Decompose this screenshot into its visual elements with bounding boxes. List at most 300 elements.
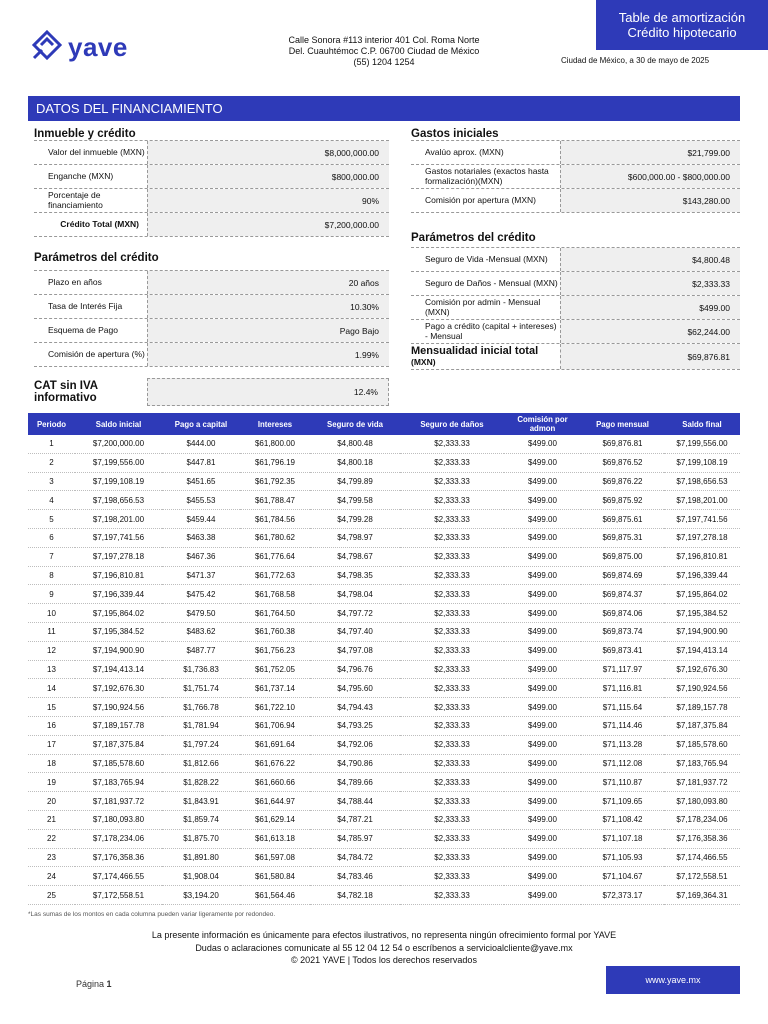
table-cell: $7,195,864.02 <box>75 604 162 623</box>
table-cell: $61,772.63 <box>240 566 310 585</box>
table-cell: 5 <box>28 510 75 529</box>
table-cell: $1,812.66 <box>162 754 240 773</box>
table-cell: $2,333.33 <box>400 848 504 867</box>
cat-label: CAT sin IVA informativo <box>34 380 98 404</box>
table-cell: $7,198,201.00 <box>664 491 740 510</box>
parametros-left-title: Parámetros del crédito <box>34 252 159 264</box>
table-cell: $71,115.64 <box>581 698 664 717</box>
table-cell: $2,333.33 <box>400 886 504 905</box>
mensualidad-total-unit: (MXN) <box>411 356 436 367</box>
table-cell: $7,197,741.56 <box>75 528 162 547</box>
table-cell: $2,333.33 <box>400 698 504 717</box>
table-cell: $61,676.22 <box>240 754 310 773</box>
table-cell: $7,174,466.55 <box>75 867 162 886</box>
table-cell: $61,792.35 <box>240 472 310 491</box>
table-cell: $71,108.42 <box>581 810 664 829</box>
table-cell: $69,875.31 <box>581 528 664 547</box>
table-cell: $71,114.46 <box>581 716 664 735</box>
table-cell: $2,333.33 <box>400 510 504 529</box>
gasto-row: Comisión por apertura (MXN) $143,280.00 <box>411 189 740 213</box>
table-cell: $61,613.18 <box>240 829 310 848</box>
table-cell: $7,185,578.60 <box>75 754 162 773</box>
table-cell: $479.50 <box>162 604 240 623</box>
inmueble-row: Crédito Total (MXN) $7,200,000.00 <box>34 213 389 237</box>
table-cell: $7,199,108.19 <box>75 472 162 491</box>
mensualidad-total-row <box>411 344 740 370</box>
table-cell: $2,333.33 <box>400 679 504 698</box>
parametros-right-title: Parámetros del crédito <box>411 232 536 244</box>
table-cell: $1,875.70 <box>162 829 240 848</box>
table-cell: 9 <box>28 585 75 604</box>
table-cell: $69,876.22 <box>581 472 664 491</box>
table-cell: $444.00 <box>162 435 240 453</box>
table-cell: $499.00 <box>504 622 581 641</box>
table-cell: $7,169,364.31 <box>664 886 740 905</box>
amortization-table <box>28 413 740 905</box>
table-cell: $7,187,375.84 <box>75 735 162 754</box>
table-cell: $499.00 <box>504 472 581 491</box>
brand-name: yave <box>68 32 128 62</box>
table-row <box>28 453 740 472</box>
table-row <box>28 660 740 679</box>
page-label: Página <box>76 979 105 989</box>
table-row <box>28 679 740 698</box>
table-cell: $71,109.65 <box>581 792 664 811</box>
table-cell: $4,796.76 <box>310 660 400 679</box>
table-cell: 8 <box>28 566 75 585</box>
table-row <box>28 773 740 792</box>
table-cell: $4,784.72 <box>310 848 400 867</box>
table-cell: $1,766.78 <box>162 698 240 717</box>
table-cell: $7,176,358.36 <box>75 848 162 867</box>
table-cell: $7,199,556.00 <box>75 453 162 472</box>
table-cell: $2,333.33 <box>400 829 504 848</box>
column-header: Intereses <box>240 413 310 435</box>
table-cell: $7,181,937.72 <box>75 792 162 811</box>
table-cell: $459.44 <box>162 510 240 529</box>
table-cell: $4,787.21 <box>310 810 400 829</box>
table-cell: $7,196,339.44 <box>75 585 162 604</box>
table-cell: $61,629.14 <box>240 810 310 829</box>
table-cell: $7,185,578.60 <box>664 735 740 754</box>
table-cell: $7,183,765.94 <box>75 773 162 792</box>
table-cell: $471.37 <box>162 566 240 585</box>
column-header: Periodo <box>28 413 75 435</box>
table-cell: $2,333.33 <box>400 735 504 754</box>
table-cell: $69,873.74 <box>581 622 664 641</box>
table-cell: $499.00 <box>504 641 581 660</box>
table-cell: $61,580.84 <box>240 867 310 886</box>
cat-row <box>34 378 389 406</box>
table-cell: 4 <box>28 491 75 510</box>
table-cell: $61,752.05 <box>240 660 310 679</box>
copyright: © 2021 YAVE | Todos los derechos reservados <box>291 955 477 965</box>
table-cell: $455.53 <box>162 491 240 510</box>
parametros-left-table <box>34 270 389 367</box>
parametro-row: Seguro de Daños - Mensual (MXN) $2,333.33 <box>411 272 740 296</box>
inmueble-row: Valor del inmueble (MXN) $8,000,000.00 <box>34 140 389 165</box>
table-cell: $4,799.28 <box>310 510 400 529</box>
table-cell: $72,373.17 <box>581 886 664 905</box>
table-cell: $7,178,234.06 <box>75 829 162 848</box>
table-cell: $4,797.08 <box>310 641 400 660</box>
table-row <box>28 735 740 754</box>
table-cell: $4,785.97 <box>310 829 400 848</box>
table-cell: $69,875.92 <box>581 491 664 510</box>
table-cell: $71,107.18 <box>581 829 664 848</box>
table-cell: $4,789.66 <box>310 773 400 792</box>
table-cell: $2,333.33 <box>400 453 504 472</box>
parametros-right-table <box>411 247 740 370</box>
table-cell: $1,828.22 <box>162 773 240 792</box>
table-row <box>28 622 740 641</box>
inmueble-row: Porcentaje de financiamiento 90% <box>34 189 389 213</box>
table-row <box>28 810 740 829</box>
table-cell: $499.00 <box>504 660 581 679</box>
table-cell: $2,333.33 <box>400 641 504 660</box>
table-cell: $69,875.61 <box>581 510 664 529</box>
table-cell: $499.00 <box>504 848 581 867</box>
table-cell: 10 <box>28 604 75 623</box>
table-cell: $7,197,278.18 <box>75 547 162 566</box>
table-cell: $7,195,384.52 <box>75 622 162 641</box>
gasto-row: Gastos notariales (exactos hasta formalización)(MXN) $600,000.00 - $800,000.00 <box>411 165 740 189</box>
table-cell: $499.00 <box>504 566 581 585</box>
table-cell: $7,197,741.56 <box>664 510 740 529</box>
mensualidad-total-value: $69,876.81 <box>560 344 740 369</box>
table-cell: $4,798.04 <box>310 585 400 604</box>
table-cell: $1,859.74 <box>162 810 240 829</box>
table-cell: $7,189,157.78 <box>664 698 740 717</box>
disclaimer-line-1: La presente información es únicamente para efectos ilustrativos, no representa ningún ofrecimiento formal por YAVE <box>151 930 617 940</box>
table-cell: $4,795.60 <box>310 679 400 698</box>
inmueble-title: Inmueble y crédito <box>34 128 136 140</box>
table-cell: $71,117.97 <box>581 660 664 679</box>
table-cell: 15 <box>28 698 75 717</box>
table-cell: $499.00 <box>504 716 581 735</box>
table-cell: $7,196,810.81 <box>664 547 740 566</box>
table-cell: $7,194,413.14 <box>664 641 740 660</box>
table-cell: $7,178,234.06 <box>664 810 740 829</box>
table-cell: $4,782.18 <box>310 886 400 905</box>
table-cell: $2,333.33 <box>400 810 504 829</box>
table-cell: $61,756.23 <box>240 641 310 660</box>
table-cell: $2,333.33 <box>400 491 504 510</box>
table-cell: $2,333.33 <box>400 585 504 604</box>
table-cell: $499.00 <box>504 792 581 811</box>
table-cell: $7,194,413.14 <box>75 660 162 679</box>
table-cell: $499.00 <box>504 698 581 717</box>
table-row <box>28 829 740 848</box>
table-cell: 17 <box>28 735 75 754</box>
table-cell: $7,198,656.53 <box>664 472 740 491</box>
address-line-1: Calle Sonora #113 interior 401 Col. Roma Norte <box>288 35 480 45</box>
table-cell: $4,798.67 <box>310 547 400 566</box>
table-cell: $499.00 <box>504 528 581 547</box>
table-header-row <box>28 413 740 435</box>
table-cell: 11 <box>28 622 75 641</box>
table-cell: $69,876.81 <box>581 435 664 453</box>
table-cell: $69,874.06 <box>581 604 664 623</box>
table-cell: $1,751.74 <box>162 679 240 698</box>
table-cell: $69,875.00 <box>581 547 664 566</box>
table-row <box>28 848 740 867</box>
rounding-note: *Las sumas de los montos en cada columna pueden variar ligeramente por redondeo. <box>28 911 276 918</box>
table-cell: $499.00 <box>504 510 581 529</box>
table-cell: $7,190,924.56 <box>664 679 740 698</box>
table-cell: $499.00 <box>504 435 581 453</box>
table-cell: $7,196,810.81 <box>75 566 162 585</box>
table-cell: $4,783.46 <box>310 867 400 886</box>
parametro-row: Tasa de Interés Fija 10.30% <box>34 295 389 319</box>
table-cell: $7,199,556.00 <box>664 435 740 453</box>
table-cell: $61,691.64 <box>240 735 310 754</box>
table-cell: $61,760.38 <box>240 622 310 641</box>
parametro-row: Comisión por admin - Mensual (MXN) $499.00 <box>411 296 740 320</box>
table-cell: $7,192,676.30 <box>75 679 162 698</box>
disclaimer-line-2: Dudas o aclaraciones comunicate al 55 12 04 12 54 o escríbenos a servicioalcliente@yave.mx <box>195 942 573 953</box>
table-cell: $4,799.58 <box>310 491 400 510</box>
gasto-row: Avalúo aprox. (MXN) $21,799.00 <box>411 140 740 165</box>
table-cell: $7,192,676.30 <box>664 660 740 679</box>
table-cell: $61,796.19 <box>240 453 310 472</box>
table-cell: $487.77 <box>162 641 240 660</box>
page-indicator <box>76 979 112 989</box>
table-cell: $1,908.04 <box>162 867 240 886</box>
amortization-body <box>28 435 740 904</box>
table-cell: $61,780.62 <box>240 528 310 547</box>
company-phone: (55) 1204 1254 <box>353 57 415 67</box>
table-cell: 14 <box>28 679 75 698</box>
table-cell: $2,333.33 <box>400 622 504 641</box>
table-cell: 20 <box>28 792 75 811</box>
table-row <box>28 641 740 660</box>
table-cell: $71,105.93 <box>581 848 664 867</box>
column-header: Saldo final <box>664 413 740 435</box>
table-cell: $499.00 <box>504 604 581 623</box>
table-cell: 24 <box>28 867 75 886</box>
table-cell: $499.00 <box>504 453 581 472</box>
cat-value: 12.4% <box>147 378 389 406</box>
table-cell: 2 <box>28 453 75 472</box>
table-cell: 7 <box>28 547 75 566</box>
table-cell: $499.00 <box>504 754 581 773</box>
table-cell: $7,195,864.02 <box>664 585 740 604</box>
disclaimer <box>80 929 688 967</box>
table-cell: $2,333.33 <box>400 547 504 566</box>
table-cell: $7,176,358.36 <box>664 829 740 848</box>
table-row <box>28 867 740 886</box>
table-row <box>28 472 740 491</box>
table-cell: $499.00 <box>504 491 581 510</box>
table-cell: $71,112.08 <box>581 754 664 773</box>
table-cell: $499.00 <box>504 867 581 886</box>
document-title: Table de amortización <box>618 10 746 25</box>
table-cell: $2,333.33 <box>400 472 504 491</box>
table-cell: $1,781.94 <box>162 716 240 735</box>
company-address <box>256 35 512 68</box>
table-cell: $61,768.58 <box>240 585 310 604</box>
table-cell: $7,199,108.19 <box>664 453 740 472</box>
column-header: Seguro de vida <box>310 413 400 435</box>
table-cell: $447.81 <box>162 453 240 472</box>
website-link[interactable]: www.yave.mx <box>606 966 740 994</box>
table-cell: $7,194,900.90 <box>75 641 162 660</box>
table-row <box>28 528 740 547</box>
table-cell: $2,333.33 <box>400 716 504 735</box>
table-cell: $61,722.10 <box>240 698 310 717</box>
inmueble-row: Enganche (MXN) $800,000.00 <box>34 165 389 189</box>
table-cell: $69,873.41 <box>581 641 664 660</box>
table-cell: $4,800.18 <box>310 453 400 472</box>
parametro-row: Seguro de Vida -Mensual (MXN) $4,800.48 <box>411 247 740 272</box>
table-cell: $4,798.97 <box>310 528 400 547</box>
table-cell: $7,187,375.84 <box>664 716 740 735</box>
table-cell: 23 <box>28 848 75 867</box>
table-cell: $499.00 <box>504 679 581 698</box>
table-cell: $4,793.25 <box>310 716 400 735</box>
table-row <box>28 491 740 510</box>
table-cell: $71,113.28 <box>581 735 664 754</box>
table-cell: $7,172,558.51 <box>75 886 162 905</box>
table-row <box>28 754 740 773</box>
table-cell: $71,116.81 <box>581 679 664 698</box>
table-cell: $1,891.80 <box>162 848 240 867</box>
table-cell: $7,197,278.18 <box>664 528 740 547</box>
table-cell: $69,874.69 <box>581 566 664 585</box>
table-cell: $483.62 <box>162 622 240 641</box>
parametro-row: Plazo en años 20 años <box>34 270 389 295</box>
table-row <box>28 566 740 585</box>
table-row <box>28 585 740 604</box>
table-row <box>28 698 740 717</box>
table-cell: $2,333.33 <box>400 792 504 811</box>
table-cell: $2,333.33 <box>400 528 504 547</box>
table-cell: $7,181,937.72 <box>664 773 740 792</box>
table-cell: $4,790.86 <box>310 754 400 773</box>
table-cell: $61,644.97 <box>240 792 310 811</box>
table-cell: $499.00 <box>504 735 581 754</box>
table-cell: $61,706.94 <box>240 716 310 735</box>
parametro-row: Pago a crédito (capital + intereses) - Mensual $62,244.00 <box>411 320 740 344</box>
table-cell: $2,333.33 <box>400 566 504 585</box>
table-cell: $7,196,339.44 <box>664 566 740 585</box>
mensualidad-total-label: Mensualidad inicial total <box>411 344 539 357</box>
table-cell: $7,198,201.00 <box>75 510 162 529</box>
table-cell: $7,172,558.51 <box>664 867 740 886</box>
parametro-row: Comisión de apertura (%) 1.99% <box>34 343 389 367</box>
table-cell: $2,333.33 <box>400 660 504 679</box>
table-cell: $4,788.44 <box>310 792 400 811</box>
address-line-2: Del. Cuauhtémoc C.P. 06700 Ciudad de México <box>288 46 480 56</box>
table-cell: $451.65 <box>162 472 240 491</box>
table-row <box>28 792 740 811</box>
table-cell: 25 <box>28 886 75 905</box>
table-cell: $7,183,765.94 <box>664 754 740 773</box>
column-header: Seguro de daños <box>400 413 504 435</box>
table-row <box>28 886 740 905</box>
table-cell: 21 <box>28 810 75 829</box>
table-cell: $499.00 <box>504 585 581 604</box>
table-cell: 12 <box>28 641 75 660</box>
table-cell: $7,200,000.00 <box>75 435 162 453</box>
table-cell: $2,333.33 <box>400 435 504 453</box>
table-cell: $2,333.33 <box>400 754 504 773</box>
table-cell: $7,180,093.80 <box>664 792 740 811</box>
gastos-title: Gastos iniciales <box>411 128 499 140</box>
table-cell: $61,737.14 <box>240 679 310 698</box>
table-row <box>28 716 740 735</box>
table-cell: $4,792.06 <box>310 735 400 754</box>
table-cell: $1,736.83 <box>162 660 240 679</box>
table-cell: 6 <box>28 528 75 547</box>
table-cell: $467.36 <box>162 547 240 566</box>
table-row <box>28 604 740 623</box>
section-banner: DATOS DEL FINANCIAMIENTO <box>28 96 740 121</box>
table-cell: $61,660.66 <box>240 773 310 792</box>
brand-logo <box>32 30 128 65</box>
table-row <box>28 547 740 566</box>
table-cell: $4,797.72 <box>310 604 400 623</box>
page-number: 1 <box>106 979 112 989</box>
table-cell: 19 <box>28 773 75 792</box>
table-cell: $7,190,924.56 <box>75 698 162 717</box>
table-cell: $71,110.87 <box>581 773 664 792</box>
table-cell: $7,189,157.78 <box>75 716 162 735</box>
table-row <box>28 510 740 529</box>
table-cell: $4,794.43 <box>310 698 400 717</box>
table-cell: $7,174,466.55 <box>664 848 740 867</box>
table-cell: $1,797.24 <box>162 735 240 754</box>
table-cell: 3 <box>28 472 75 491</box>
column-header: Comisión por admon <box>504 413 581 435</box>
table-cell: $61,764.50 <box>240 604 310 623</box>
table-cell: $4,800.48 <box>310 435 400 453</box>
document-title-box <box>596 0 768 50</box>
table-cell: $499.00 <box>504 886 581 905</box>
table-cell: $61,784.56 <box>240 510 310 529</box>
gastos-table <box>411 140 740 213</box>
table-cell: 1 <box>28 435 75 453</box>
table-cell: $4,797.40 <box>310 622 400 641</box>
table-cell: $475.42 <box>162 585 240 604</box>
table-cell: $69,876.52 <box>581 453 664 472</box>
table-cell: 13 <box>28 660 75 679</box>
yave-logo-icon <box>32 30 62 65</box>
table-cell: $7,194,900.90 <box>664 622 740 641</box>
inmueble-table <box>34 140 389 237</box>
table-cell: $4,798.35 <box>310 566 400 585</box>
parametro-row: Esquema de Pago Pago Bajo <box>34 319 389 343</box>
table-cell: $2,333.33 <box>400 604 504 623</box>
table-cell: $2,333.33 <box>400 867 504 886</box>
table-cell: $61,564.46 <box>240 886 310 905</box>
table-cell: $61,800.00 <box>240 435 310 453</box>
table-cell: $499.00 <box>504 773 581 792</box>
table-cell: $71,104.67 <box>581 867 664 886</box>
table-cell: $61,597.08 <box>240 848 310 867</box>
document-date: Ciudad de México, a 30 de mayo de 2025 <box>560 56 710 65</box>
table-cell: $3,194.20 <box>162 886 240 905</box>
table-cell: 18 <box>28 754 75 773</box>
table-cell: 22 <box>28 829 75 848</box>
table-cell: $7,180,093.80 <box>75 810 162 829</box>
table-row <box>28 435 740 453</box>
table-cell: $61,788.47 <box>240 491 310 510</box>
table-cell: $7,195,384.52 <box>664 604 740 623</box>
table-cell: $2,333.33 <box>400 773 504 792</box>
table-cell: $499.00 <box>504 810 581 829</box>
